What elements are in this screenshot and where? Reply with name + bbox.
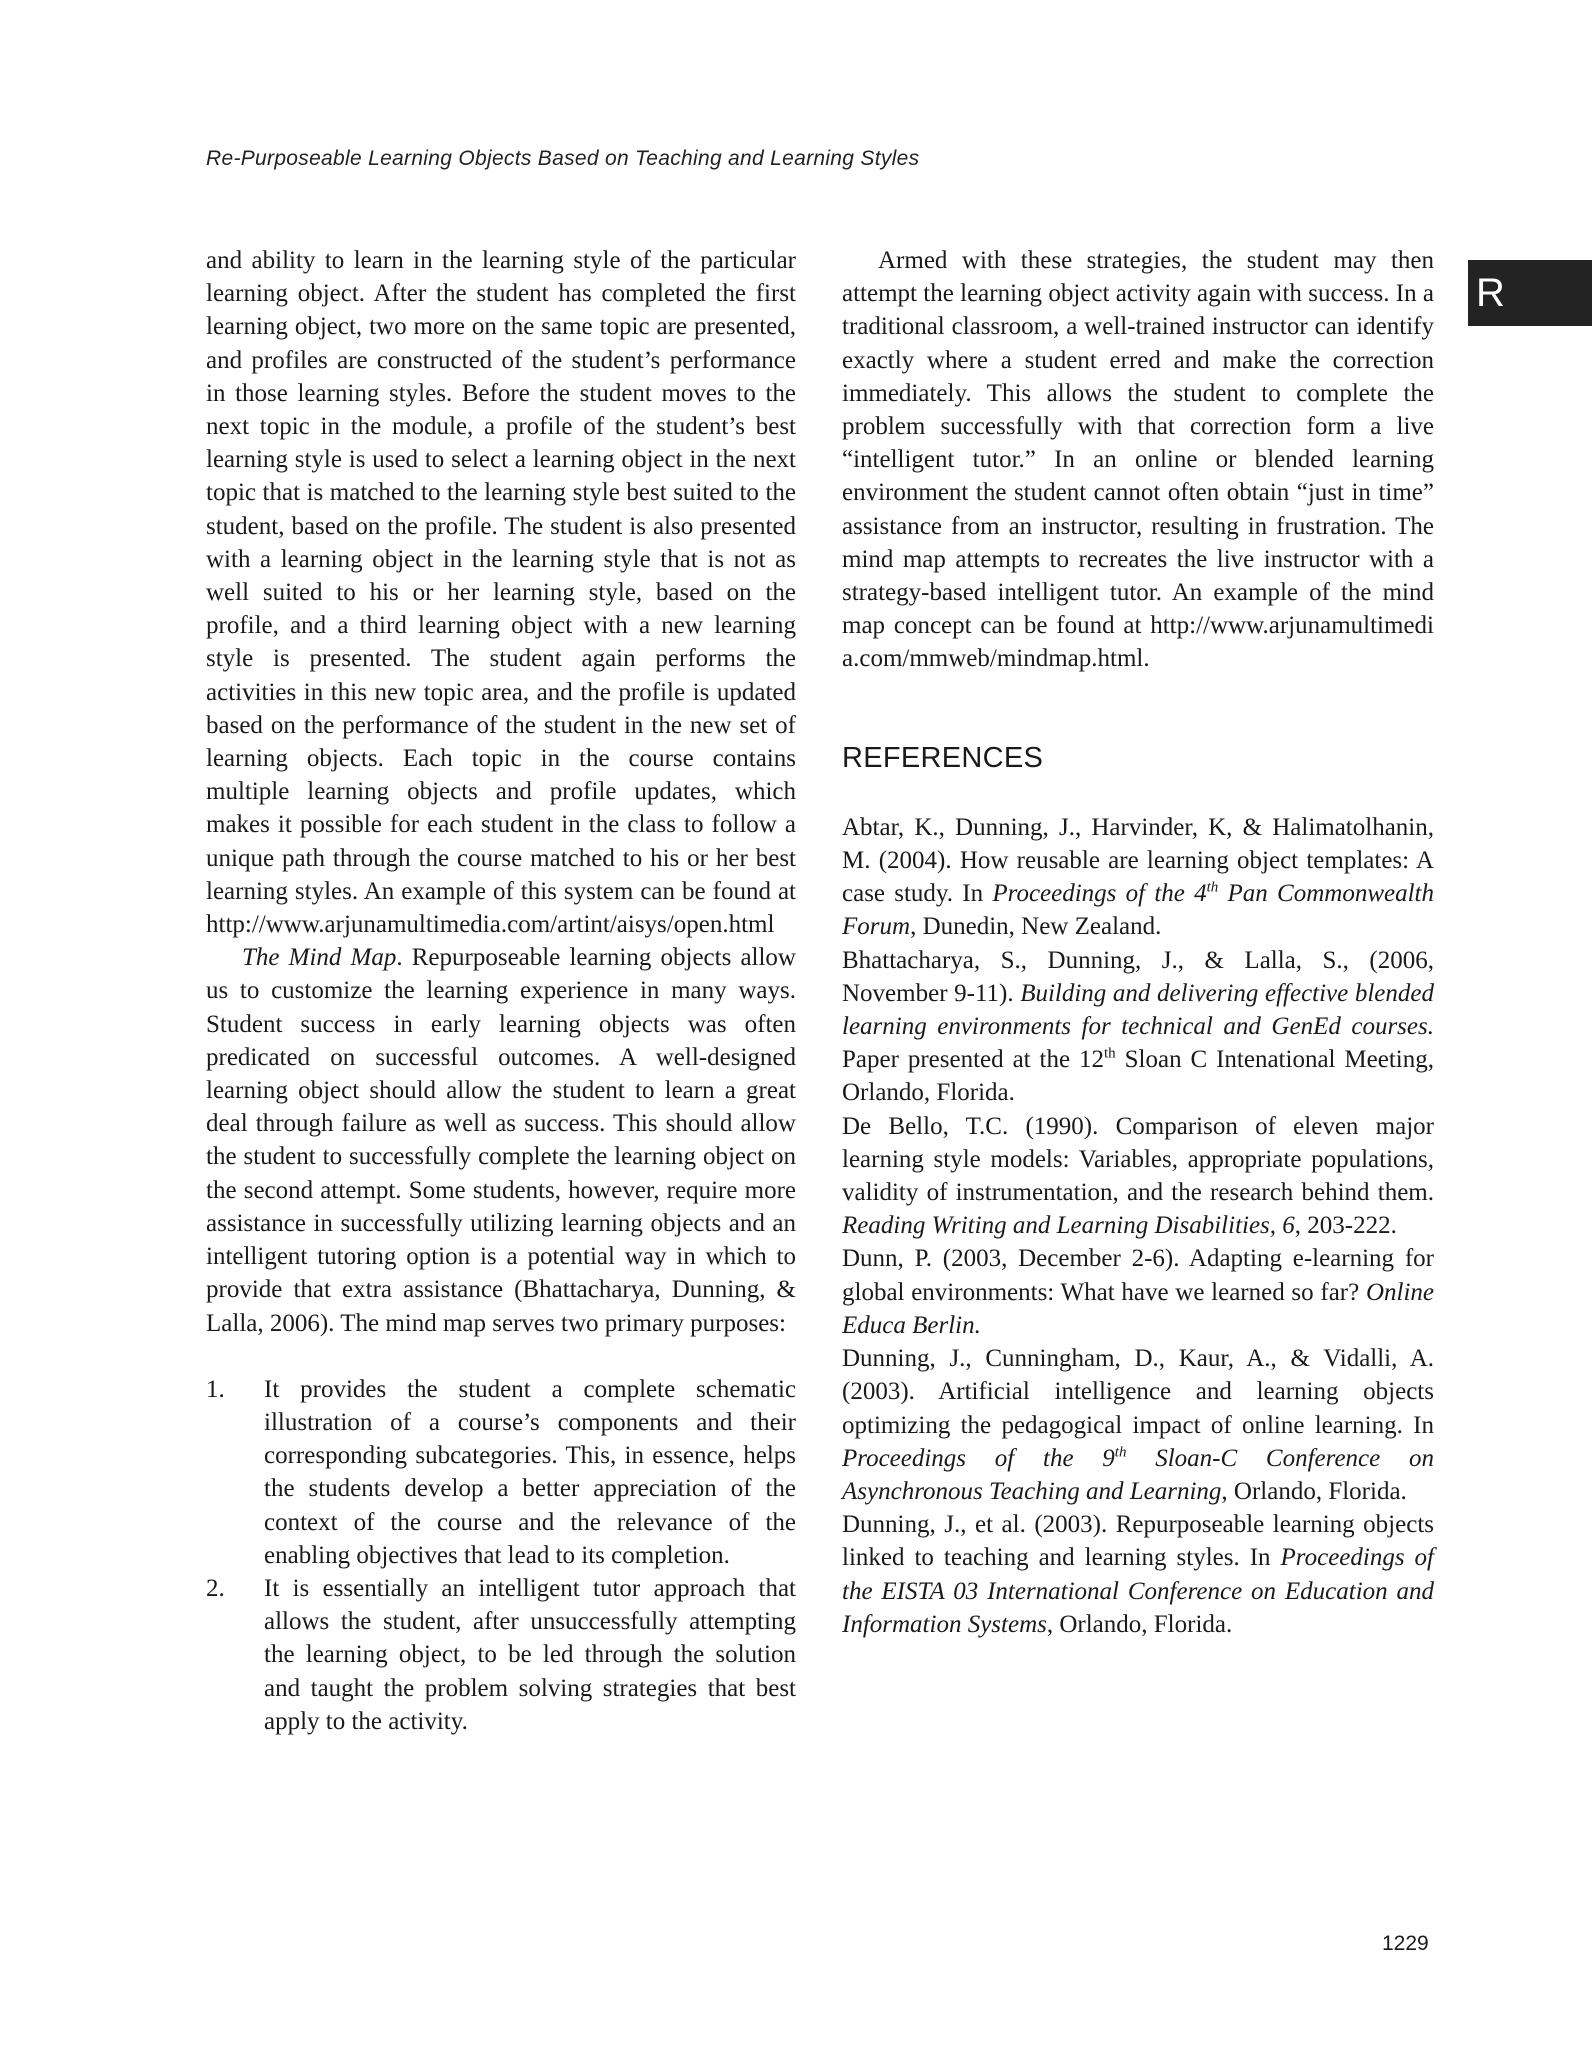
ref-text: Dunn, P. (2003, December 2-6). Adapting e-learning for global environments: What have we learned so far? — [842, 1245, 1434, 1306]
ref-text: , 203-222. — [1294, 1212, 1397, 1240]
body-paragraph — [206, 941, 796, 1339]
url-text: http://www.arjunamultimedia.com/mmweb/mindmap.html — [842, 612, 1434, 673]
left-column — [206, 244, 796, 1738]
list-number: 1. — [206, 1375, 225, 1403]
ref-text: Bhattacharya, S., Dunning, J., & Lalla, S., (2006, November 9-11). — [842, 946, 1434, 1007]
references-heading: REFERENCES — [842, 741, 1044, 774]
ref-italic: Proceedings of the 4 — [992, 880, 1207, 908]
paragraph-text: . Repurposeable learning objects allow us to customize the learning experience in many ways. Student success in early learning objects was often predicated on successful outcomes. A well-designed learning object should allow the student to learn a great deal through failure as well as success. This should allow the student to successfully complete the learning object on the second attempt. Some students, however, require more assistance in successfully utilizing learning objects and an intelligent tutoring option is a potential way in which to provide that extra assistance (Bhattacharya, Dunning, & Lalla, 2006). The mind map serves two primary purposes: — [206, 944, 796, 1337]
reference-entry — [842, 1242, 1434, 1342]
ref-text: De Bello, T.C. (1990). Comparison of eleven major learning style models: Variables, appropriate populations, validity of instrumentation, and the research behind them. — [842, 1112, 1434, 1207]
ref-italic: Building and delivering effective blended learning environments for technical and GenEd courses. — [842, 979, 1434, 1041]
paragraph-text: Armed with these strategies, the student may then attempt the learning object activity again with success. In a traditional classroom, a well-trained instructor can identify exactly where a student erred and make the correction immediately. This allows the student to complete the problem successfully with that correction form a live “intelligent tutor.” In an online or blended learning environment the student cannot often obtain “just in time” assistance from an instructor, resulting in frustration. The mind map attempts to recreates the live instructor with a strategy-based intelligent tutor. An example of the mind map concept can be found at — [842, 247, 1434, 640]
purpose-list — [206, 1373, 796, 1738]
ref-text: , Dunedin, New Zealand. — [910, 913, 1162, 941]
ref-text: Abtar, K., Dunning, J., Harvinder, K, & Halimatolhanin, M. (2004). How reusable are learning object templates: A case study. In — [842, 813, 1434, 908]
ref-italic: Reading Writing and Learning Disabilities, 6 — [842, 1212, 1295, 1240]
ref-italic: Sloan-C Conference on Asynchronous Teaching and Learning — [842, 1444, 1434, 1505]
run-in-heading: The Mind Map — [242, 944, 397, 972]
list-text: It provides the student a complete schematic illustration of a course’s components and their corresponding subcategories. This, in essence, helps the students develop a better appreciation of the context of the course and the relevance of the enabling objectives that lead to its completion. — [264, 1375, 796, 1569]
paragraph-end: . — [1143, 645, 1150, 673]
ref-text: Paper presented at the 12 — [842, 1046, 1105, 1074]
running-head: Re-Purposeable Learning Objects Based on Teaching and Learning Styles — [206, 147, 920, 170]
reference-entry — [842, 811, 1434, 944]
list-item — [206, 1572, 796, 1738]
ref-superscript: th — [1206, 879, 1219, 896]
ref-superscript: th — [1104, 1045, 1116, 1062]
right-column — [842, 244, 1434, 1641]
ref-italic: Online Educa Berlin. — [842, 1278, 1434, 1339]
ref-text: Dunning, J., et al. (2003). Repurposeable learning objects linked to teaching and learning styles. In — [842, 1511, 1434, 1572]
list-number: 2. — [206, 1574, 225, 1602]
section-tab-letter: R — [1476, 270, 1505, 315]
paragraph-text: and ability to learn in the learning style of the particular learning object. After the student has completed the first learning object, two more on the same topic are presented, and profiles are constructed of the student’s performance in those learning styles. Before the student moves to the next topic in the module, a profile of the student’s best learning style is used to select a learning object in the next topic that is matched to the learning style best suited to the student, based on the profile. The student is also presented with a learning object in the learning style that is not as well suited to his or her learning style, based on the profile, and a third learning object with a new learning style is presented. The student again performs the activities in this new topic area, and the profile is updated based on the performance of the student in the new set of learning objects. Each topic in the course contains multiple learning objects and profile updates, which makes it possible for each student in the class to follow a unique path through the course matched to his or her best learning styles. An example of this system can be found at — [206, 247, 796, 905]
ref-italic: Proceedings of the 9 — [842, 1444, 1115, 1472]
section-tab — [1468, 260, 1592, 326]
reference-entry — [842, 1508, 1434, 1641]
ref-superscript: th — [1114, 1444, 1127, 1461]
ref-text: Sloan C Intenational Meeting, Orlando, Florida. — [842, 1046, 1434, 1107]
reference-entry — [842, 944, 1434, 1110]
reference-entry — [842, 1342, 1434, 1508]
list-text: It is essentially an intelligent tutor approach that allows the student, after unsuccessfully attempting the learning object, to be led through the solution and taught the problem solving strategies that best apply to the activity. — [264, 1574, 796, 1735]
ref-italic: Pan Commonwealth Forum — [842, 880, 1434, 941]
body-paragraph — [842, 244, 1434, 676]
ref-italic: Proceedings of the EISTA 03 International Conference on Education and Information Systems — [842, 1544, 1434, 1638]
ref-text: Dunning, J., Cunningham, D., Kaur, A., & Vidalli, A. (2003). Artificial intelligence and learning objects optimizing the pedagogical impact of online learning. In — [842, 1345, 1434, 1439]
body-paragraph — [206, 244, 796, 941]
url-text: http://www.arjunamultimedia.com/artint/aisys/open.html — [206, 911, 775, 939]
ref-text: , Orlando, Florida. — [1221, 1477, 1407, 1505]
reference-entry — [842, 1110, 1434, 1243]
ref-text: , Orlando, Florida. — [1046, 1610, 1233, 1638]
list-item — [206, 1373, 796, 1572]
page-number: 1229 — [1382, 1932, 1429, 1955]
